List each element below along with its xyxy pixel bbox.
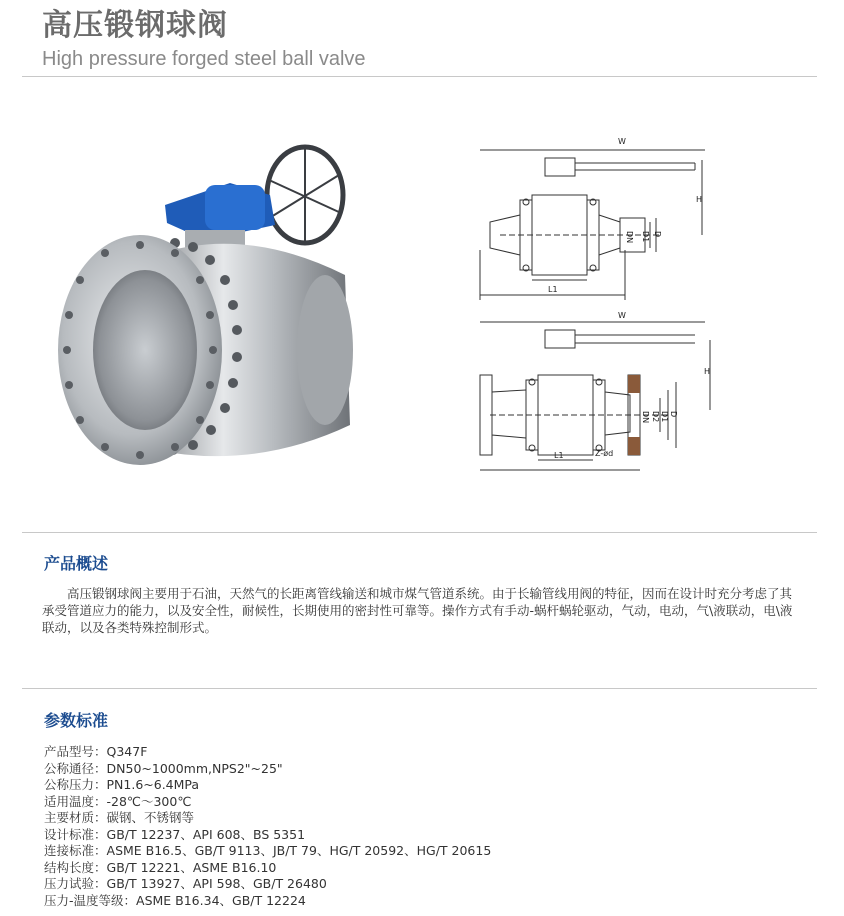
- params-list: [44, 744, 491, 909]
- param-row-temperature: 适用温度：-28℃～300℃: [44, 793, 192, 809]
- param-row-nominal-diameter: 公称通径：DN50~1000mm,NPS2"~25": [44, 760, 283, 776]
- dim-d2-bottom: D2: [651, 411, 660, 423]
- page-title: 高压锻钢球阀: [42, 8, 228, 43]
- dim-h-top: H: [696, 195, 703, 204]
- dim-z-bottom: Z-ød: [595, 449, 614, 458]
- valve-product-image: [55, 125, 360, 470]
- param-row-model: 产品型号：Q347F: [44, 744, 148, 759]
- dim-d-bottom: D: [669, 411, 678, 418]
- dim-d1-top: D1: [641, 231, 650, 243]
- valve-technical-drawing: [470, 130, 720, 475]
- param-row-pressure-temperature: 压力-温度等级：ASME B16.34、GB/T 12224: [44, 892, 306, 908]
- dim-w-top: W: [618, 137, 626, 146]
- params-heading: 参数标准: [44, 711, 109, 730]
- overview-text: 高压锻钢球阀主要用于石油，天然气的长距离管线输送和城市煤气管道系统。由于长输管线用阀的特征，因而在设计时充分考虑了其承受管道应力的能力，以及安全性，耐候性，长期使用的密封性可靠等。操作方式有手动-蜗杆蜗轮驱动，气动，电动，气\液联动，电\液联动，以及各类特殊控制形式。: [42, 586, 793, 635]
- param-row-material: 主要材质：碳钢、不锈钢等: [44, 810, 195, 825]
- param-row-design-standard: 设计标准：GB/T 12237、API 608、BS 5351: [44, 826, 306, 842]
- param-row-nominal-pressure: 公称压力：PN1.6~6.4MPa: [44, 777, 200, 792]
- dim-w-bottom: W: [618, 311, 626, 320]
- param-row-face-to-face: 结构长度：GB/T 12221、ASME B16.10: [44, 859, 277, 875]
- divider-top: [22, 76, 817, 77]
- dim-d-top: D: [653, 231, 662, 238]
- param-row-pressure-test: 压力试验：GB/T 13927、API 598、GB/T 26480: [44, 876, 327, 891]
- page-header: [42, 8, 366, 72]
- param-row-connection-standard: 连接标准：ASME B16.5、GB/T 9113、JB/T 79、HG/T 20592、HG/T 20615: [44, 843, 492, 858]
- page-subtitle: High pressure forged steel ball valve: [42, 48, 366, 70]
- dim-h-bottom: H: [704, 367, 711, 376]
- dim-l1-top: L1: [548, 285, 558, 294]
- divider-params: [22, 688, 817, 689]
- dim-dn-bottom: DN: [641, 411, 650, 424]
- overview-heading: 产品概述: [44, 554, 109, 573]
- dim-dn-top: DN: [625, 231, 634, 244]
- dim-d1-bottom: D1: [660, 411, 669, 423]
- divider-overview: [22, 532, 817, 533]
- dim-l1-bottom: L1: [554, 451, 564, 460]
